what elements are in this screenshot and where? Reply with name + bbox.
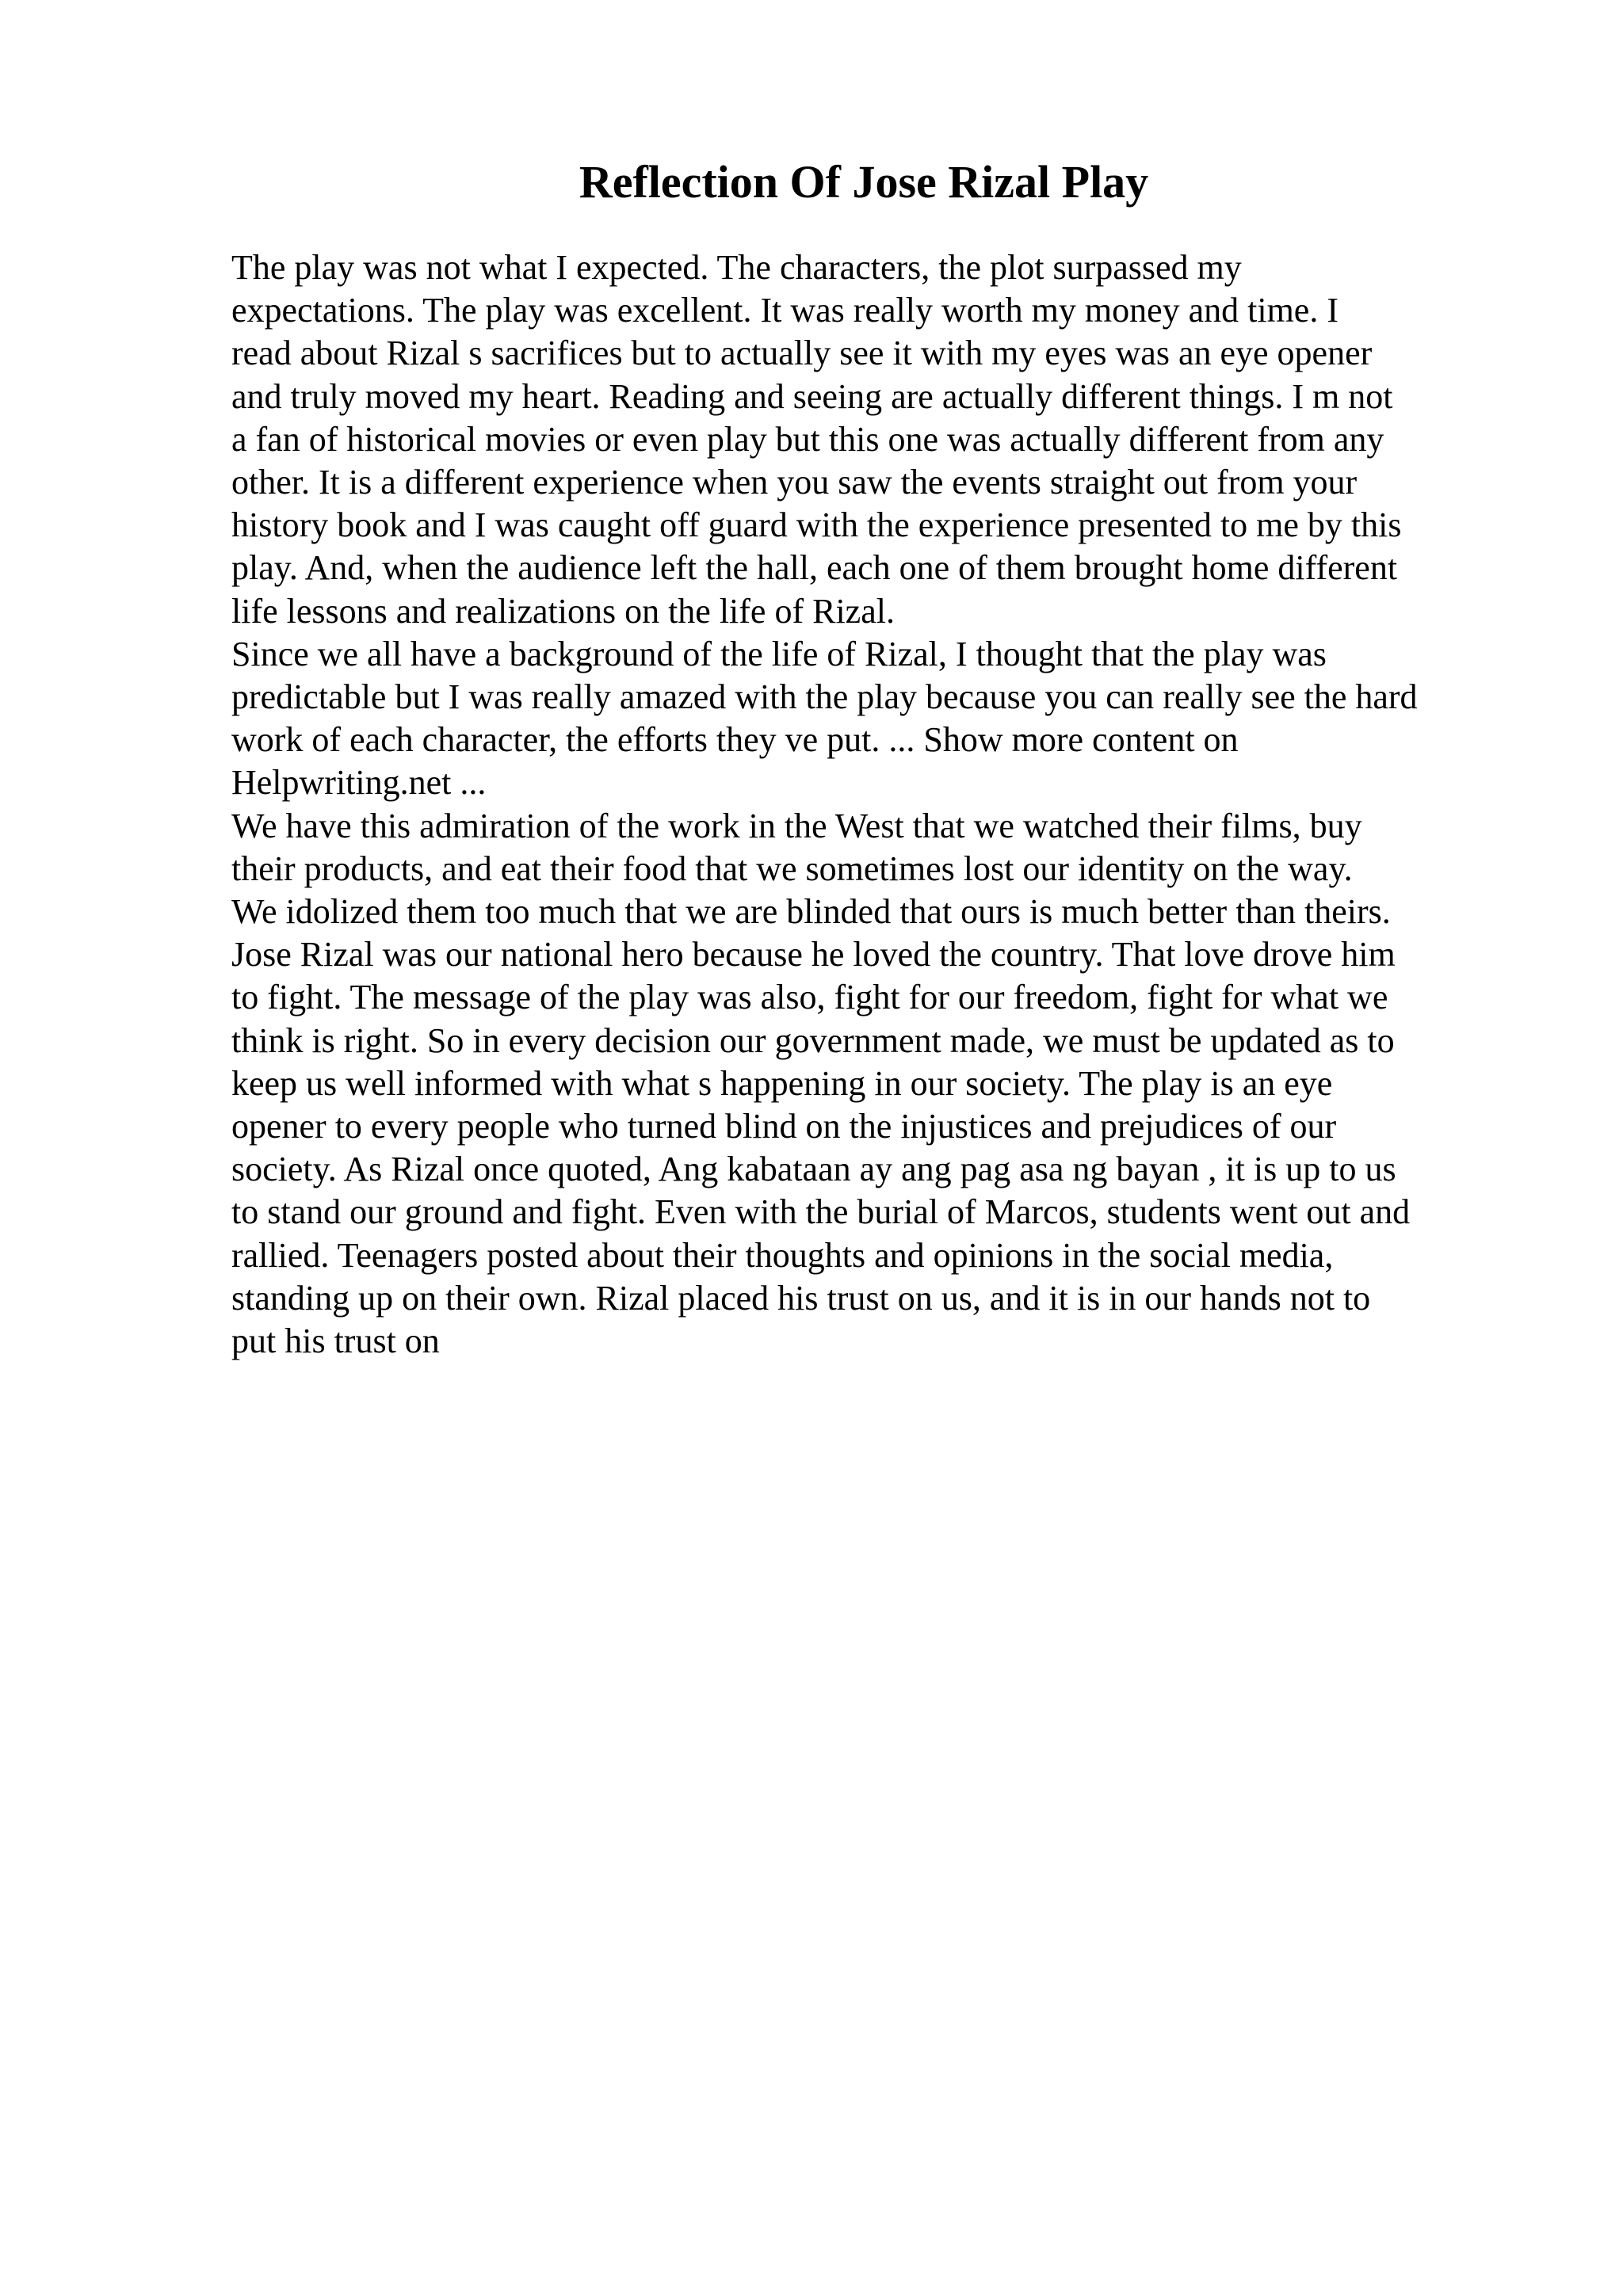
body-line: rallied. Teenagers posted about their thoughts and opinions in the social media,	[231, 1235, 1334, 1275]
body-line: to fight. The message of the play was also, fight for our freedom, fight for what we	[231, 978, 1388, 1017]
body-line: read about Rizal s sacrifices but to actually see it with my eyes was an eye opener	[231, 334, 1373, 373]
body-line: We have this admiration of the work in the West that we watched their films, buy	[231, 806, 1362, 845]
body-line: a fan of historical movies or even play but this one was actually different from any	[231, 419, 1384, 459]
body-line: predictable but I was really amazed with the play because you can really see the hard	[231, 677, 1418, 717]
document-body	[231, 246, 1507, 1363]
body-line: The play was not what I expected. The characters, the plot surpassed my	[231, 248, 1242, 287]
body-line: put his trust on	[231, 1322, 440, 1361]
body-line: to stand our ground and fight. Even with the burial of Marcos, students went out and	[231, 1192, 1411, 1232]
body-line: We idolized them too much that we are blinded that ours is much better than theirs.	[231, 892, 1391, 932]
body-line: think is right. So in every decision our government made, we must be updated as to	[231, 1020, 1395, 1060]
body-line: life lessons and realizations on the life of Rizal.	[231, 591, 895, 631]
body-line: history book and I was caught off guard with the experience presented to me by this	[231, 505, 1402, 545]
document-title: Reflection Of Jose Rizal Play	[579, 156, 1149, 208]
body-line: work of each character, the efforts they ve put. ... Show more content on	[231, 720, 1239, 760]
body-line: Helpwriting.net ...	[231, 763, 487, 803]
body-line: Jose Rizal was our national hero because he loved the country. That love drove him	[231, 935, 1396, 974]
body-line: other. It is a different experience when you saw the events straight out from your	[231, 463, 1358, 502]
body-line: standing up on their own. Rizal placed his trust on us, and it is in our hands not to	[231, 1278, 1371, 1318]
body-line: their products, and eat their food that we sometimes lost our identity on the way.	[231, 849, 1353, 888]
body-line: opener to every people who turned blind on the injustices and prejudices of our	[231, 1107, 1337, 1146]
body-line: society. As Rizal once quoted, Ang kabataan ay ang pag asa ng bayan , it is up to us	[231, 1150, 1396, 1189]
body-line: Since we all have a background of the life of Rizal, I thought that the play was	[231, 634, 1327, 673]
body-line: play. And, when the audience left the hall, each one of them brought home different	[231, 548, 1398, 588]
body-line: and truly moved my heart. Reading and seeing are actually different things. I m not	[231, 376, 1393, 416]
body-line: keep us well informed with what s happening in our society. The play is an eye	[231, 1063, 1333, 1103]
body-line: expectations. The play was excellent. It was really worth my money and time. I	[231, 291, 1338, 330]
